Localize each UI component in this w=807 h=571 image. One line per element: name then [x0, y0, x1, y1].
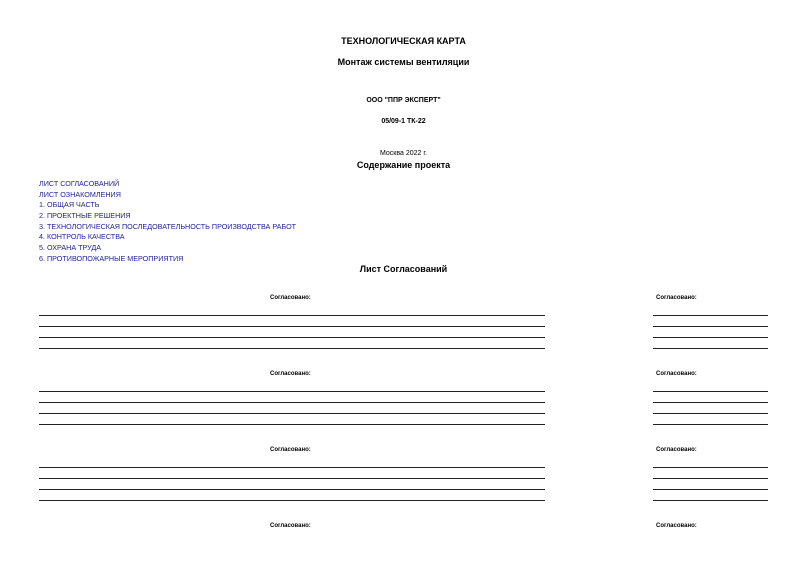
signature-line-right: [653, 337, 768, 338]
agreed-label-right: Согласовано:: [656, 447, 697, 453]
signature-line-right: [653, 478, 768, 479]
city-year: Москва 2022 г.: [379, 150, 427, 157]
signature-line-left: [39, 391, 545, 392]
signature-line-right: [653, 402, 768, 403]
toc-link-approval-sheet[interactable]: ЛИСТ СОГЛАСОВАНИЙ: [39, 179, 120, 188]
signature-line-left: [39, 489, 545, 490]
toc-link-labor-safety[interactable]: 5. ОХРАНА ТРУДА: [39, 243, 102, 253]
agreed-label-right: Согласовано:: [656, 295, 697, 301]
signature-line-right: [653, 500, 768, 501]
signature-line-right: [653, 391, 768, 392]
agreed-label-left: Согласовано:: [270, 371, 311, 377]
agreed-label-right: Согласовано:: [656, 523, 697, 529]
toc-link-design-solutions[interactable]: 2. ПРОЕКТНЫЕ РЕШЕНИЯ: [39, 211, 131, 221]
toc-link-fire-safety[interactable]: 6. ПРОТИВОПОЖАРНЫЕ МЕРОПРИЯТИЯ: [39, 253, 184, 263]
signature-line-right: [653, 467, 768, 468]
toc-link-acquaintance-sheet[interactable]: ЛИСТ ОЗНАКОМЛЕНИЯ: [39, 189, 121, 199]
table-of-contents: [39, 179, 296, 265]
signature-line-left: [39, 413, 545, 414]
signature-line-left: [39, 315, 545, 316]
document-code: 05/09-1 ТК-22: [381, 118, 426, 125]
agreed-label-left: Согласовано:: [270, 295, 311, 301]
signature-line-right: [653, 489, 768, 490]
signature-line-left: [39, 478, 545, 479]
signature-line-left: [39, 402, 545, 403]
toc-link-general-part[interactable]: 1. ОБЩАЯ ЧАСТЬ: [39, 200, 100, 210]
signature-line-left: [39, 467, 545, 468]
page-title: ТЕХНОЛОГИЧЕСКАЯ КАРТА: [341, 36, 466, 46]
agreed-label-right: Согласовано:: [656, 371, 697, 377]
contents-heading: Содержание проекта: [356, 160, 451, 170]
signature-line-right: [653, 424, 768, 425]
agreed-label-left: Согласовано:: [270, 523, 311, 529]
signature-line-right: [653, 348, 768, 349]
toc-link-quality-control[interactable]: 4. КОНТРОЛЬ КАЧЕСТВА: [39, 232, 125, 242]
signature-line-left: [39, 326, 545, 327]
signature-line-right: [653, 315, 768, 316]
agreed-label-left: Согласовано:: [270, 447, 311, 453]
signature-line-left: [39, 337, 545, 338]
signature-line-left: [39, 348, 545, 349]
toc-link-work-sequence[interactable]: 3. ТЕХНОЛОГИЧЕСКАЯ ПОСЛЕДОВАТЕЛЬНОСТЬ ПРОИЗВОДСТВА РАБОТ: [39, 221, 297, 231]
signature-line-left: [39, 424, 545, 425]
signature-line-right: [653, 326, 768, 327]
approval-sheet-heading: Лист Согласований: [359, 264, 448, 274]
organization-name: ООО "ППР ЭКСПЕРТ": [366, 97, 441, 104]
page-subtitle: Монтаж системы вентиляции: [337, 57, 470, 67]
signature-line-left: [39, 500, 545, 501]
signature-line-right: [653, 413, 768, 414]
